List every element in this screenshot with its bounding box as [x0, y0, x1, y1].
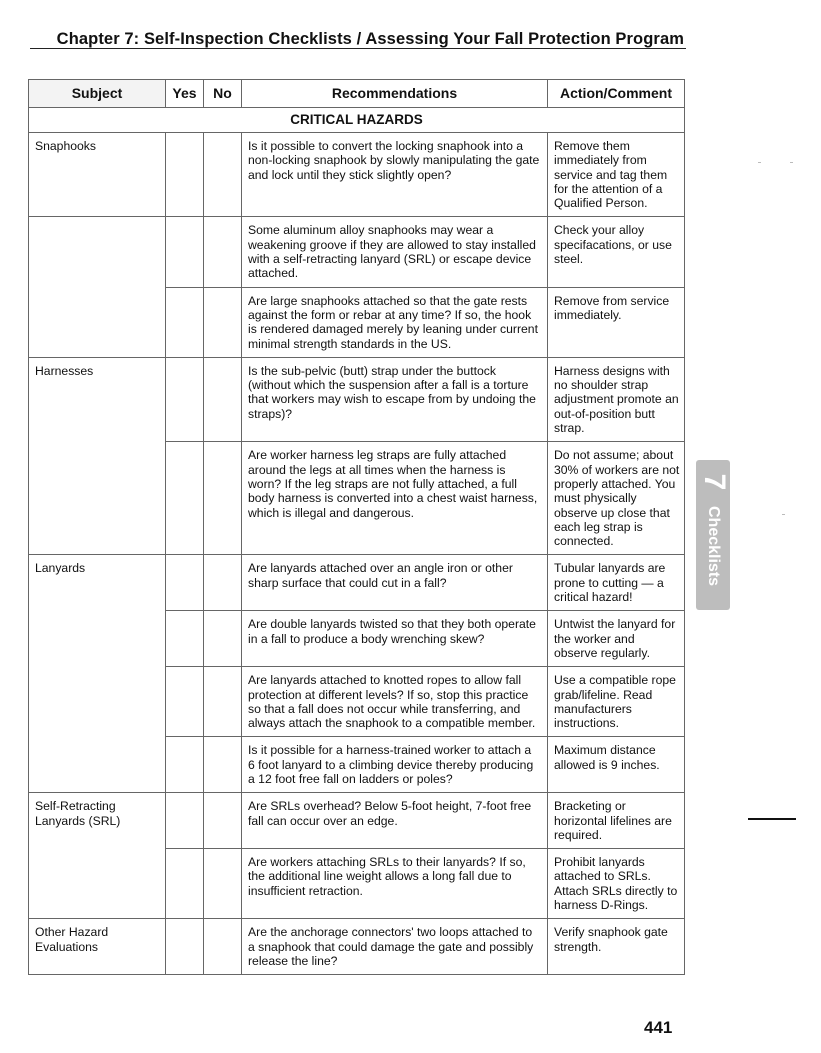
recommendation-cell: Are lanyards attached to knotted ropes to allow fall protection at different levels? If so, stop this practice so that a fall does not occur while transferring, and always attach the snaphook to a compatible member. [242, 667, 548, 737]
no-checkbox-cell[interactable] [204, 793, 242, 849]
table-row [29, 133, 685, 217]
col-header-yes: Yes [166, 80, 204, 108]
action-cell: Use a compatible rope grab/lifeline. Read manufacturers instructions. [548, 667, 685, 737]
subject-cell: Lanyards [29, 555, 166, 611]
yes-checkbox-cell[interactable] [166, 611, 204, 667]
recommendation-cell: Is it possible to convert the locking snaphook into a non-locking snaphook by slowly manipulating the gate and lock until they stick slightly open? [242, 133, 548, 217]
action-cell: Remove from service immediately. [548, 287, 685, 357]
no-checkbox-cell[interactable] [204, 357, 242, 441]
subject-cell: Harnesses [29, 357, 166, 441]
yes-checkbox-cell[interactable] [166, 737, 204, 793]
yes-checkbox-cell[interactable] [166, 442, 204, 555]
recommendation-cell: Some aluminum alloy snaphooks may wear a weakening groove if they are allowed to stay installed with a self-retracting lanyard (SRL) or escape device attached. [242, 217, 548, 287]
table-row [29, 555, 685, 611]
category-label: CRITICAL HAZARDS [29, 108, 685, 133]
table-row [29, 611, 685, 667]
table-row [29, 287, 685, 357]
category-row [29, 108, 685, 133]
subject-cell [29, 849, 166, 919]
yes-checkbox-cell[interactable] [166, 849, 204, 919]
side-tab-label: Checklists [705, 506, 722, 587]
col-header-no: No [204, 80, 242, 108]
subject-cell: Snaphooks [29, 133, 166, 217]
subject-cell [29, 667, 166, 737]
no-checkbox-cell[interactable] [204, 849, 242, 919]
action-cell: Tubular lanyards are prone to cutting — a critical hazard! [548, 555, 685, 611]
recommendation-cell: Are double lanyards twisted so that they both operate in a fall to produce a body wrenching skew? [242, 611, 548, 667]
side-tab-number: 7 [698, 473, 731, 491]
yes-checkbox-cell[interactable] [166, 357, 204, 441]
yes-checkbox-cell[interactable] [166, 555, 204, 611]
subject-cell [29, 611, 166, 667]
table-header-row [29, 80, 685, 108]
table-row [29, 849, 685, 919]
table-row [29, 217, 685, 287]
action-cell: Harness designs with no shoulder strap adjustment promote an out-of-position butt strap. [548, 357, 685, 441]
yes-checkbox-cell[interactable] [166, 793, 204, 849]
chapter-side-tab [696, 460, 730, 610]
subject-cell [29, 737, 166, 793]
col-header-recommendations: Recommendations [242, 80, 548, 108]
action-cell: Untwist the lanyard for the worker and observe regularly. [548, 611, 685, 667]
chapter-header [30, 28, 686, 49]
table-row [29, 667, 685, 737]
scan-speck [782, 514, 785, 515]
yes-checkbox-cell[interactable] [166, 287, 204, 357]
no-checkbox-cell[interactable] [204, 442, 242, 555]
subject-cell [29, 287, 166, 357]
table-row [29, 793, 685, 849]
recommendation-cell: Are large snaphooks attached so that the gate rests against the form or rebar at any time? If so, the hook is rendered damaged merely by leaning under current minimal strength standards in the US. [242, 287, 548, 357]
chapter-title: Chapter 7: Self-Inspection Checklists / Assessing Your Fall Protection Program [56, 30, 684, 48]
recommendation-cell: Are SRLs overhead? Below 5-foot height, 7-foot free fall can occur over an edge. [242, 793, 548, 849]
recommendation-cell: Is the sub-pelvic (butt) strap under the buttock (without which the suspension after a fall is a torture that workers may wish to escape from by undoing the straps)? [242, 357, 548, 441]
subject-cell: Self-Retracting Lanyards (SRL) [29, 793, 166, 849]
yes-checkbox-cell[interactable] [166, 133, 204, 217]
no-checkbox-cell[interactable] [204, 737, 242, 793]
col-header-subject: Subject [29, 80, 166, 108]
table-row [29, 442, 685, 555]
scan-speck [758, 162, 761, 163]
no-checkbox-cell[interactable] [204, 217, 242, 287]
no-checkbox-cell[interactable] [204, 287, 242, 357]
action-cell: Check your alloy specifacations, or use steel. [548, 217, 685, 287]
subject-cell [29, 442, 166, 555]
action-cell: Verify snaphook gate strength. [548, 919, 685, 975]
checklist-table [28, 79, 685, 975]
no-checkbox-cell[interactable] [204, 611, 242, 667]
recommendation-cell: Are the anchorage connectors' two loops attached to a snaphook that could damage the gate and possibly release the line? [242, 919, 548, 975]
yes-checkbox-cell[interactable] [166, 919, 204, 975]
table-row [29, 737, 685, 793]
no-checkbox-cell[interactable] [204, 667, 242, 737]
recommendation-cell: Are lanyards attached over an angle iron or other sharp surface that could cut in a fall? [242, 555, 548, 611]
yes-checkbox-cell[interactable] [166, 667, 204, 737]
action-cell: Maximum distance allowed is 9 inches. [548, 737, 685, 793]
subject-cell: Other Hazard Evaluations [29, 919, 166, 975]
no-checkbox-cell[interactable] [204, 919, 242, 975]
table-row [29, 357, 685, 441]
no-checkbox-cell[interactable] [204, 555, 242, 611]
recommendation-cell: Is it possible for a harness-trained worker to attach a 6 foot lanyard to a climbing device thereby producing a 12 foot free fall on ladders or poles? [242, 737, 548, 793]
col-header-action: Action/Comment [548, 80, 685, 108]
action-cell: Prohibit lanyards attached to SRLs. Attach SRLs directly to harness D-Rings. [548, 849, 685, 919]
action-cell: Do not assume; about 30% of workers are not properly attached. You must physically observe up close that each leg strap is connected. [548, 442, 685, 555]
no-checkbox-cell[interactable] [204, 133, 242, 217]
recommendation-cell: Are workers attaching SRLs to their lanyards? If so, the additional line weight allows a long fall due to insufficient retraction. [242, 849, 548, 919]
page-number: 441 [644, 1018, 673, 1037]
subject-cell [29, 217, 166, 287]
table-row [29, 919, 685, 975]
margin-rule [748, 818, 796, 820]
recommendation-cell: Are worker harness leg straps are fully attached around the legs at all times when the harness is worn? If the leg straps are not fully attached, a full body harness is converted into a chest waist harness, which is illegal and dangerous. [242, 442, 548, 555]
yes-checkbox-cell[interactable] [166, 217, 204, 287]
scan-speck [790, 162, 793, 163]
action-cell: Remove them immediately from service and tag them for the attention of a Qualified Person. [548, 133, 685, 217]
action-cell: Bracketing or horizontal lifelines are required. [548, 793, 685, 849]
